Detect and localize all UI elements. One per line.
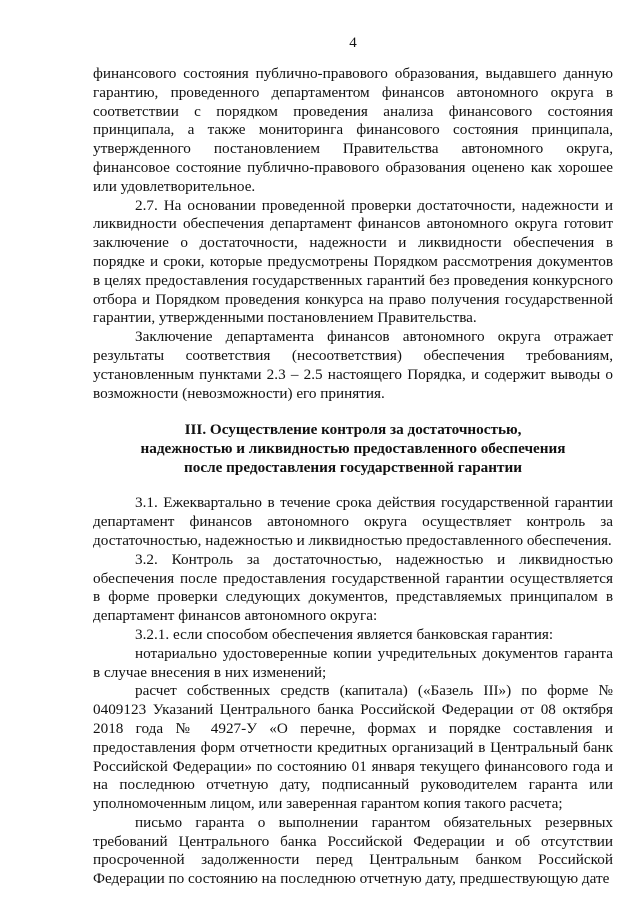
paragraph-3-2-1: 3.2.1. если способом обеспечения является банковская гарантия: (135, 625, 554, 643)
section-heading-line: III. Осуществление контроля за достаточностью, (184, 421, 522, 439)
paragraph-3-1: 3.1. Ежеквартально в течение срока действия государственной гарантии департамент финансов автономного округа осуществляет контроль за достаточностью, надежностью и ликвидностью предоставленного обеспечения. (93, 494, 613, 549)
section-heading-line: надежностью и ликвидностью предоставленного обеспечения (140, 440, 566, 458)
paragraph-conclusion: Заключение департамента финансов автономного округа отражает результаты соответствия (несоответствия) обеспечения требованиям, установленным пунктами 2.3 – 2.5 настоящего Порядка, и содержит выводы о возможности (невозможности) его принятия. (93, 328, 613, 402)
section-heading-line: после предоставления государственной гарантии (184, 459, 522, 477)
paragraph-capital-calculation: расчет собственных средств (капитала) («Базель III») по форме № 0409123 Указаний Центрального банка Российской Федерации от 08 октября 2018 года № 4927-У «О перечне, формах и порядке составления и предоставления форм отчетности кредитных организаций в Центральный банк Российской Федерации» по состоянию 01 января текущего финансового года и на последнюю отчетную дату, подписанный руководителем гаранта или уполномоченным лицом, или заверенная гарантом копия такого расчета; (93, 682, 613, 813)
page-number: 4 (349, 35, 357, 51)
document-body (93, 65, 613, 889)
paragraph-3-2: 3.2. Контроль за достаточностью, надежностью и ликвидностью обеспечения после предоставления государственной гарантии осуществляется в форме проверки следующих документов, представляемых принципалом в департамент финансов автономного округа: (93, 550, 613, 625)
paragraph-financial-state: финансового состояния публично-правового образования, выдавшего данную гарантию, проведенного департаментом финансов автономного округа в соответствии с порядком проведения анализа финансового состояния принципала, а также мониторинга финансового состояния принципала, утвержденного постановлением Правительства автономного округа, финансовое состояние публично-правового образования оценено как хорошее или удовлетворительное. (93, 65, 613, 195)
paragraph-2-7: 2.7. На основании проведенной проверки достаточности, надежности и ликвидности обеспечения департамент финансов автономного округа готовит заключение о достаточности, надежности и ликвидности обеспечения в порядке и сроки, которые предусмотрены Порядком рассмотрения документов в целях предоставления государственных гарантий без проведения конкурсного отбора и Порядком проведения конкурса на право получения государственной гарантии, утвержденными постановлением Правительства. (93, 196, 613, 327)
section-heading (93, 420, 613, 477)
paragraph-notarized-copies: нотариально удостоверенные копии учредительных документов гаранта в случае внесения в них изменений; (93, 644, 613, 681)
paragraph-guarantor-letter: письмо гаранта о выполнении гарантом обязательных резервных требований Центрального банка Российской Федерации и об отсутствии просроченной задолженности перед Центральным банком Российской Федерации по состоянию на последнюю отчетную дату, предшествующую дате (93, 813, 613, 888)
